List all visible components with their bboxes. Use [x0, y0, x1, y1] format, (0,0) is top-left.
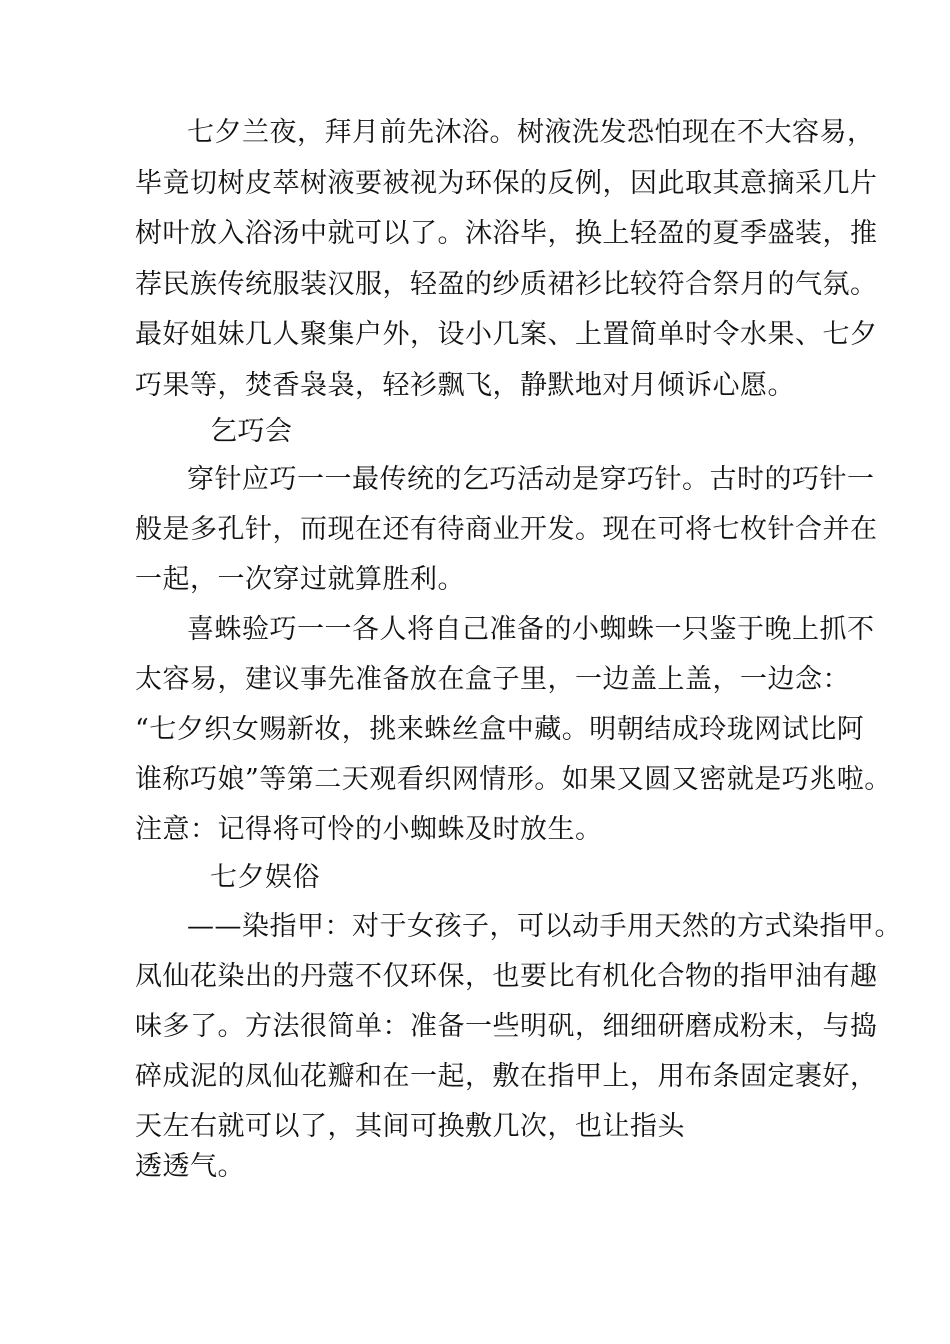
paragraph-3-line-5: 注意：记得将可怜的小蜘蛛及时放生。 [135, 814, 603, 845]
paragraph-1-line-1: 七夕兰夜，拜月前先沐浴。树液洗发恐怕现在不大容易， [187, 117, 875, 148]
paragraph-2-line-1: 穿针应巧一一最传统的乞巧活动是穿巧针。古时的巧针一 [187, 464, 875, 495]
paragraph-3-line-2: 太容易，建议事先准备放在盒子里，一边盖上盖，一边念： [135, 664, 850, 695]
paragraph-4-line-3: 味多了。方法很简单：准备一些明矾，细细研磨成粉末，与捣 [135, 1011, 878, 1042]
paragraph-4-line-5: 天左右就可以了，其间可换敷几次，也让指头 [135, 1111, 685, 1142]
paragraph-1-line-6: 巧果等，焚香袅袅，轻衫飘飞，静默地对月倾诉心愿。 [135, 370, 795, 401]
paragraph-3-line-4: 谁称巧娘”等第二天观看织网情形。如果又圆又密就是巧兆啦。 [135, 764, 892, 795]
paragraph-1-line-3: 树叶放入浴汤中就可以了。沐浴毕，换上轻盈的夏季盛装，推 [135, 218, 878, 249]
paragraph-1-line-2: 毕竟切树皮萃树液要被视为环保的反例，因此取其意摘采几片 [135, 168, 878, 199]
paragraph-3-line-3: “七夕织女赐新妆，挑来蛛丝盒中藏。明朝结成玲珑网试比阿 [135, 714, 865, 745]
paragraph-2-line-2: 般是多孔针，而现在还有待商业开发。现在可将七枚针合并在 [135, 514, 878, 545]
paragraph-1-line-5: 最好姐妹几人聚集户外，设小几案、上置简单时令水果、七夕 [135, 319, 878, 350]
section-heading-qiqiao: 乞巧会 [210, 416, 293, 447]
paragraph-2-line-3: 一起，一次穿过就算胜利。 [135, 564, 465, 595]
paragraph-4-line-1: ——染指甲：对于女孩子，可以动手用天然的方式染指甲。 [187, 911, 902, 942]
paragraph-4-line-4: 碎成泥的凤仙花瓣和在一起，敷在指甲上，用布条固定裹好， [135, 1061, 878, 1092]
paragraph-1-line-4: 荐民族传统服装汉服，轻盈的纱质裙衫比较符合祭月的气氛。 [135, 269, 878, 300]
paragraph-4-line-2: 凤仙花染出的丹蔻不仅环保，也要比有机化合物的指甲油有趣 [135, 961, 878, 992]
section-heading-yusu: 七夕娱俗 [210, 862, 320, 893]
paragraph-3-line-1: 喜蛛验巧一一各人将自己准备的小蜘蛛一只鉴于晚上抓不 [187, 614, 875, 645]
paragraph-4-line-6: 透透气。 [135, 1151, 245, 1182]
